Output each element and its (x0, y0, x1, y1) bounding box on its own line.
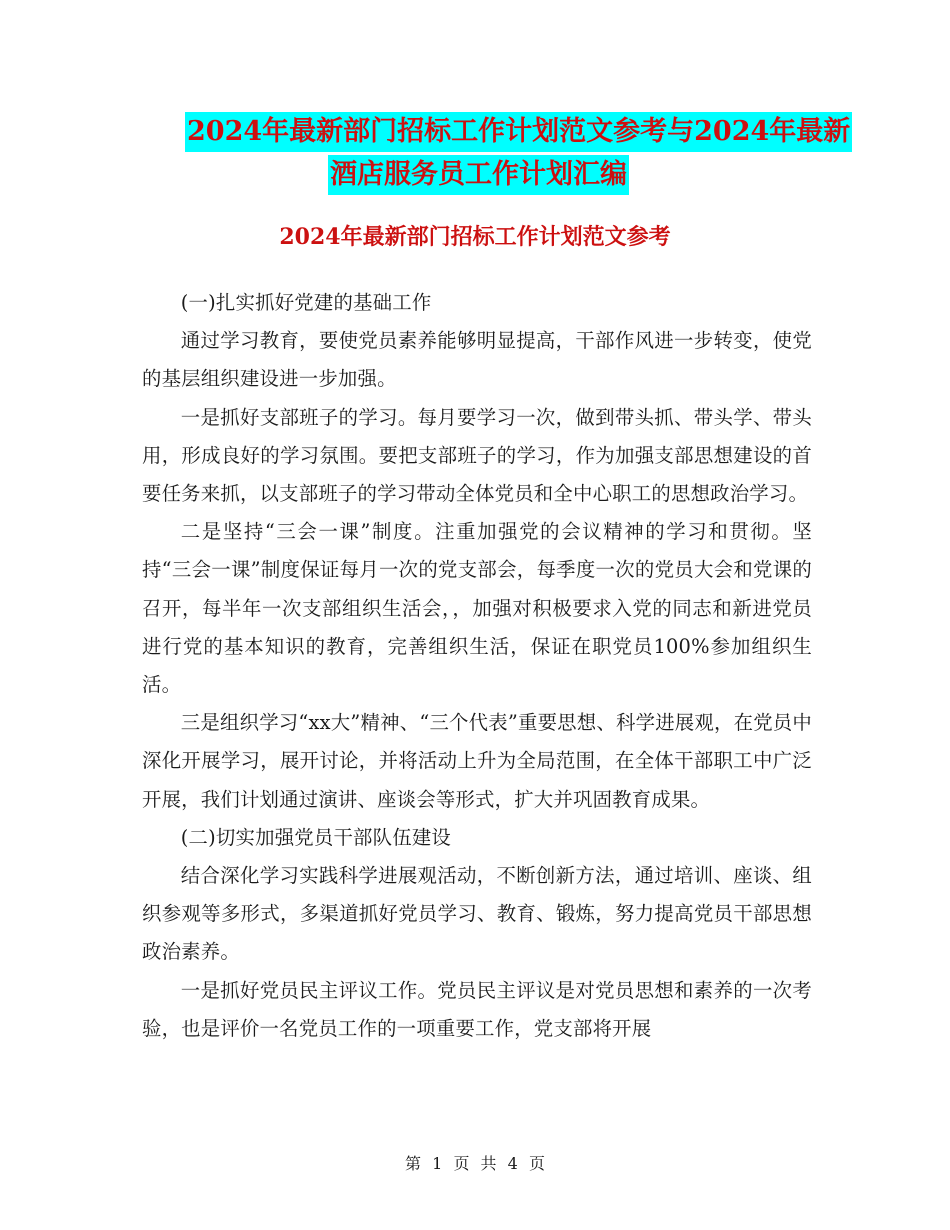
document-title-line-2: 酒店服务员工作计划汇编 (328, 155, 629, 195)
page-footer (0, 1154, 950, 1174)
paragraph: 一是抓好支部班子的学习。每月要学习一次，做到带头抓、带头学、带头用，形成良好的学习氛围。要把支部班子的学习，作为加强支部思想建设的首要任务来抓，以支部班子的学习带动全体党员和全中心职工的思想政治学习。 (142, 405, 812, 506)
page-total: 4 (507, 1154, 518, 1173)
paragraph: (一)扎实抓好党建的基础工作 (180, 291, 432, 314)
page-label-mid2: 共 (480, 1154, 497, 1173)
paragraph: 结合深化学习实践科学进展观活动，不断创新方法，通过培训、座谈、组织参观等多形式，多渠道抓好党员学习、教育、锻炼，努力提高党员干部思想政治素养。 (142, 864, 812, 964)
page-label-suffix: 页 (528, 1154, 545, 1173)
document-title-line-1: 2024年最新部门招标工作计划范文参考与2024年最新 (185, 112, 852, 152)
paragraph: 一是抓好党员民主评议工作。党员民主评议是对党员思想和素养的一次考验，也是评价一名党员工作的一项重要工作，党支部将开展 (142, 978, 812, 1040)
paragraph: (二)切实加强党员干部队伍建设 (180, 825, 452, 849)
page-label-prefix: 第 (405, 1154, 422, 1173)
paragraph: 二是坚持“三会一课”制度。注重加强党的会议精神的学习和贯彻。坚持“三会一课”制度保证每月一次的党支部会，每季度一次的党员大会和党课的召开，每半年一次支部组织生活会，，加强对积极要求入党的同志和新进党员进行党的基本知识的教育，完善组织生活，保证在职党员100%参加组织生活。 (142, 520, 812, 697)
page-current: 1 (432, 1154, 443, 1173)
section-title: 2024年最新部门招标工作计划范文参考 (279, 224, 671, 250)
paragraph: 三是组织学习“xx大”精神、“三个代表”重要思想、科学进展观，在党员中深化开展学习，展开讨论，并将活动上升为全局范围，在全体干部职工中广泛开展，我们计划通过演讲、座谈会等形式，扩大并巩固教育成果。 (142, 711, 812, 811)
paragraph: 通过学习教育，要使党员素养能够明显提高，干部作风进一步转变，使党的基层组织建设进一步加强。 (142, 329, 812, 391)
page-label-mid1: 页 (453, 1154, 470, 1173)
document-body (142, 284, 812, 1048)
